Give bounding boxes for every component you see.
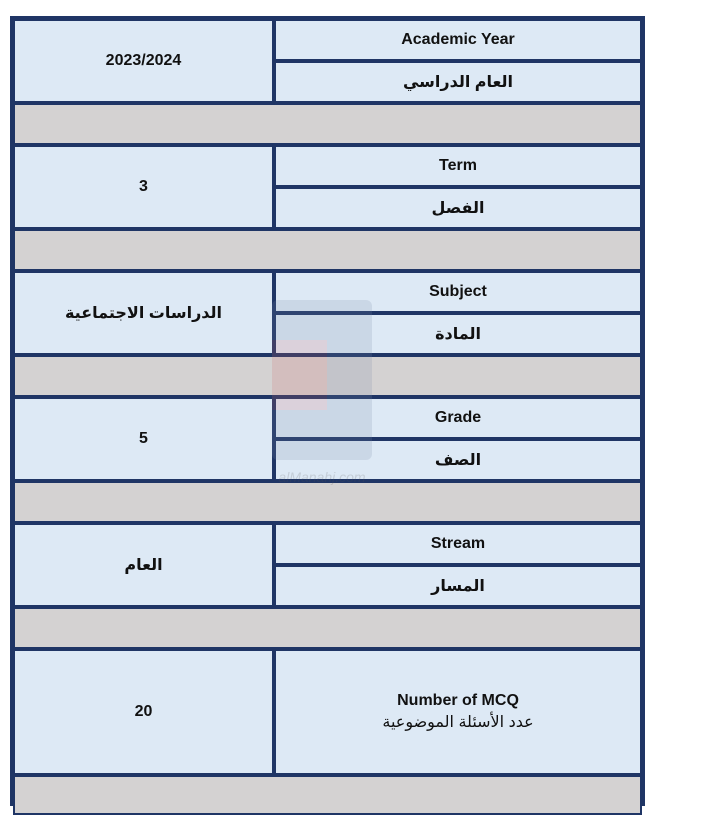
mcq-count-label-ar: عدد الأسئلة الموضوعية — [382, 714, 534, 731]
separator-row — [13, 229, 642, 271]
stream-label-en: Stream — [274, 523, 642, 565]
term-labels — [274, 145, 642, 229]
term-label-en: Term — [274, 145, 642, 187]
subject-label-en: Subject — [274, 271, 642, 313]
grade-label-ar: الصف — [274, 439, 642, 481]
mcq-count-value: 20 — [13, 649, 274, 775]
mcq-count-label-en: Number of MCQ — [397, 692, 519, 710]
grade-value: 5 — [13, 397, 274, 481]
row-academic-year — [13, 19, 642, 103]
row-stream — [13, 523, 642, 607]
academic-year-labels — [274, 19, 642, 103]
stream-value: العام — [13, 523, 274, 607]
separator-row — [13, 103, 642, 145]
subject-label-ar: المادة — [274, 313, 642, 355]
academic-year-label-ar: العام الدراسي — [274, 61, 642, 103]
separator-row — [13, 775, 642, 815]
stream-labels — [274, 523, 642, 607]
stream-label-ar: المسار — [274, 565, 642, 607]
subject-value: الدراسات الاجتماعية — [13, 271, 274, 355]
term-label-ar: الفصل — [274, 187, 642, 229]
info-table — [10, 16, 645, 806]
academic-year-label-en: Academic Year — [274, 19, 642, 61]
separator-row — [13, 355, 642, 397]
academic-year-value: 2023/2024 — [13, 19, 274, 103]
row-subject — [13, 271, 642, 355]
term-value: 3 — [13, 145, 274, 229]
subject-labels — [274, 271, 642, 355]
row-mcq-count — [13, 649, 642, 775]
separator-row — [13, 607, 642, 649]
row-term — [13, 145, 642, 229]
grade-label-en: Grade — [274, 397, 642, 439]
row-grade — [13, 397, 642, 481]
mcq-count-label — [274, 649, 642, 775]
grade-labels — [274, 397, 642, 481]
separator-row — [13, 481, 642, 523]
